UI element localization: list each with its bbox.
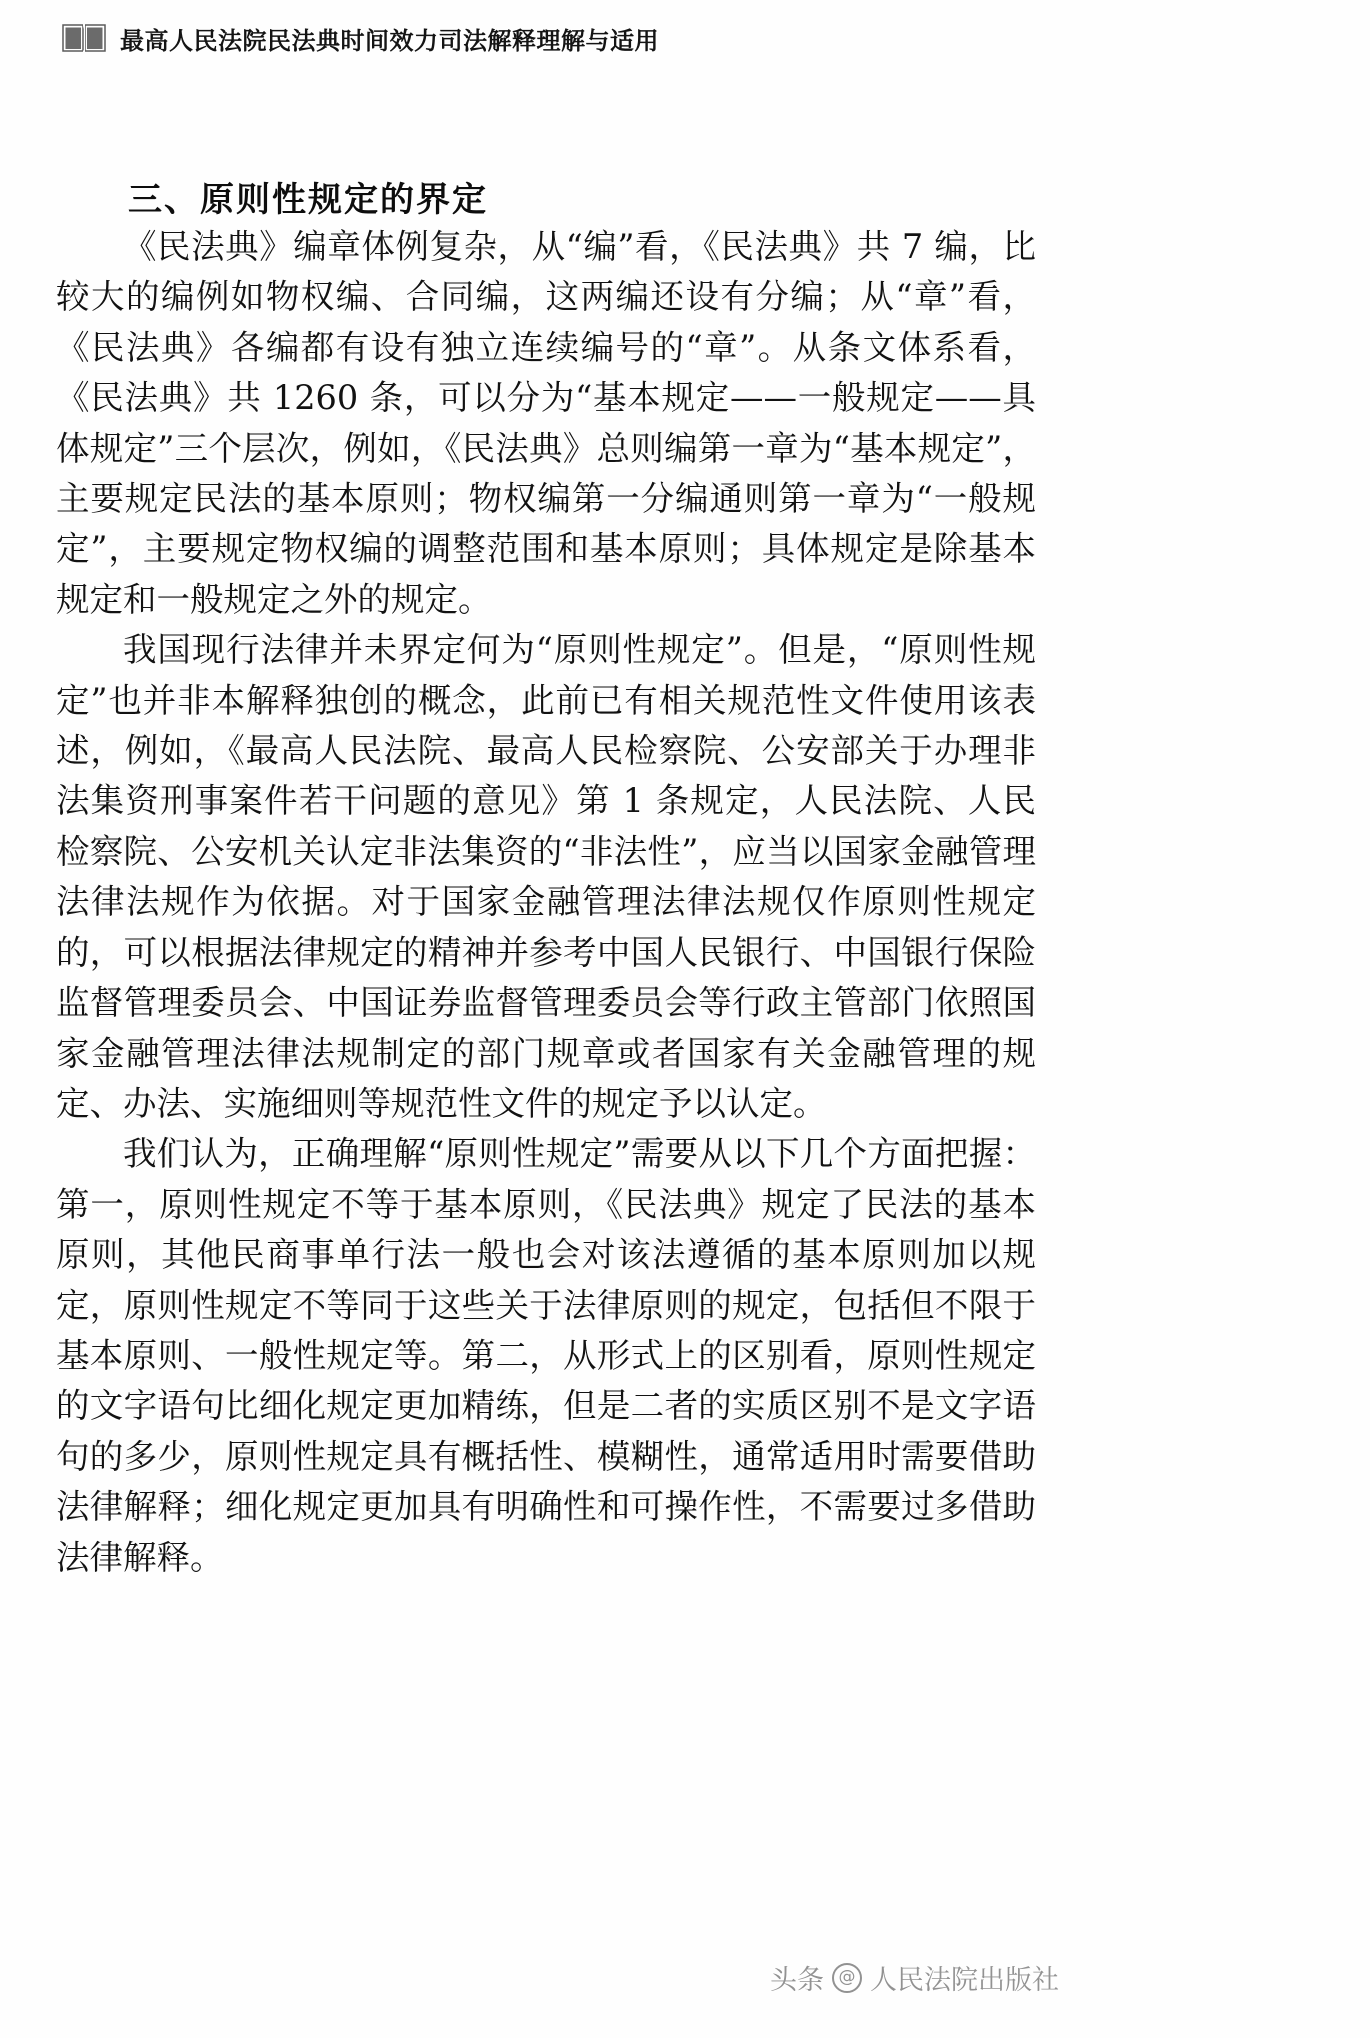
at-sign-icon: @	[832, 1963, 862, 1993]
section-heading: 三、原则性规定的界定	[128, 180, 488, 220]
open-book-icon	[62, 23, 106, 53]
watermark-account: 人民法院出版社	[870, 1965, 1059, 1996]
watermark-prefix: 头条	[770, 1965, 824, 1996]
page-header	[62, 18, 1308, 58]
watermark	[770, 1958, 1059, 1997]
body-text	[56, 222, 1036, 1583]
paragraph: 《民法典》编章体例复杂，从“编”看，《民法典》共 7 编，比较大的编例如物权编、合同编，这两编还设有分编；从“章”看，《民法典》各编都有设有独立连续编号的“章”。从条文体系看，《民法典》共 1260 条，可以分为“基本规定——一般规定——具体规定”三个层次，例如，《民法典》总则编第一章为“基本规定”，主要规定民法的基本原则；物权编第一分编通则第一章为“一般规定”，主要规定物权编的调整范围和基本原则；具体规定是除基本规定和一般规定之外的规定。	[56, 227, 1036, 619]
header-title: 最高人民法院民法典时间效力司法解释理解与适用	[120, 25, 659, 55]
paragraph: 我们认为，正确理解“原则性规定”需要从以下几个方面把握：第一，原则性规定不等于基本原则，《民法典》规定了民法的基本原则，其他民商事单行法一般也会对该法遵循的基本原则加以规定，原则性规定不等同于这些关于法律原则的规定，包括但不限于基本原则、一般性规定等。第二，从形式上的区别看，原则性规定的文字语句比细化规定更加精练，但是二者的实质区别不是文字语句的多少，原则性规定具有概括性、模糊性，通常适用时需要借助法律解释；细化规定更加具有明确性和可操作性，不需要过多借助法律解释。	[56, 1134, 1036, 1577]
paragraph: 我国现行法律并未界定何为“原则性规定”。但是，“原则性规定”也并非本解释独创的概念，此前已有相关规范性文件使用该表述，例如，《最高人民法院、最高人民检察院、公安部关于办理非法集资刑事案件若干问题的意见》第 1 条规定，人民法院、人民检察院、公安机关认定非法集资的“非法性”，应当以国家金融管理法律法规作为依据。对于国家金融管理法律法规仅作原则性规定的，可以根据法律规定的精神并参考中国人民银行、中国银行保险监督管理委员会、中国证券监督管理委员会等行政主管部门依照国家金融管理法律法规制定的部门规章或者国家有关金融管理的规定、办法、实施细则等规范性文件的规定予以认定。	[56, 630, 1036, 1123]
